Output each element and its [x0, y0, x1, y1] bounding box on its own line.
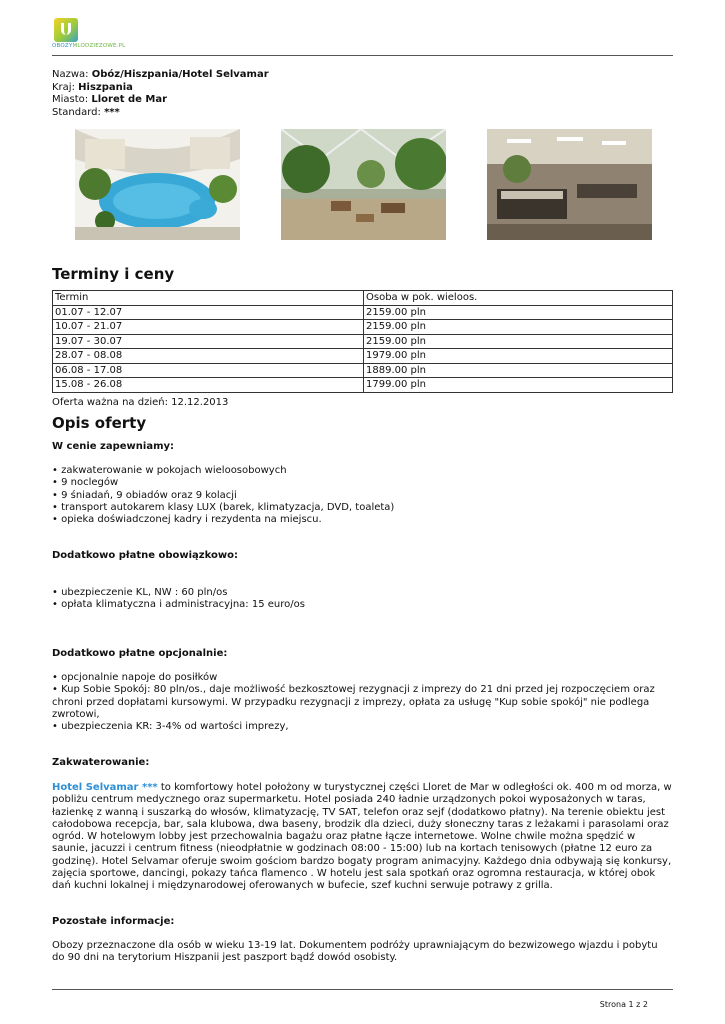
offer-title: Opis oferty — [52, 414, 147, 432]
table-row — [53, 334, 673, 349]
offer-valid-note: Oferta ważna na dzień: 12.12.2013 — [52, 397, 229, 408]
table-header-row — [53, 291, 673, 306]
offer-info — [52, 69, 269, 119]
term-price: 2159.00 pln — [364, 334, 673, 349]
accommodation-description: to komfortowy hotel położony w turystycznej części Lloret de Mar w odległości ok. 400 m od morza, w pobliżu centrum medycznego oraz supermarketu. Hotel posiada 240 ładnie urządzonych pokoi wyposażonych w taras, łazienkę z wanną i suszarką do włosów, klimatyzację, TV SAT, telefon oraz sejf (dodatkowo płatny). Na terenie obiektu jest całodobowa recepcja, bar, sala klubowa, dwa baseny, brodzik dla dzieci, duży słoneczny taras z leżakami i parasolami oraz ogród. W hotelowym lobby jest przechowalnia bagażu oraz płatne łącze internetowe. Wolne chwile można spędzić w saunie, jacuzzi i centrum fitness (nieodpłatnie w godzinach 08:00 - 15:00) lub na kortach tenisowych (płatne 12 euro za godzinę). Hotel Selvamar oferuje swoim gościom bardzo bogaty program animacyjny. Każdego dnia odbywają się konkursy, zajęcia sportowe, dancingi, pokazy tańca flamenco . W hotelu jest sala spotkań oraz ogromna restauracja, w której obok dań kuchni lokalnej i międzynarodowej oferowanych w bufecie, szef kuchni serwuje potrawy z grilla. — [52, 782, 672, 892]
list-item: • ubezpieczenia KR: 3-4% od wartości imprezy, — [52, 721, 289, 733]
term-date: 19.07 - 30.07 — [53, 334, 364, 349]
list-item: • 9 śniadań, 9 obiadów oraz 9 kolacji — [52, 489, 237, 501]
table-header-cell: Termin — [53, 291, 364, 306]
list-item: • opieka doświadczonej kadry i rezydenta na miejscu. — [52, 514, 322, 526]
optional-list — [52, 672, 673, 733]
table-row — [53, 378, 673, 393]
term-date: 01.07 - 12.07 — [53, 305, 364, 320]
term-price: 1799.00 pln — [364, 378, 673, 393]
mandatory-header: Dodatkowo płatne obowiązkowo: — [52, 550, 238, 561]
terms-title: Terminy i ceny — [52, 265, 175, 283]
info-name: Nazwa: Obóz/Hiszpania/Hotel Selvamar — [52, 69, 269, 80]
term-price: 2159.00 pln — [364, 320, 673, 335]
term-date: 06.08 - 17.08 — [53, 363, 364, 378]
info-standard: Standard: *** — [52, 106, 120, 118]
term-price: 1889.00 pln — [364, 363, 673, 378]
list-item: • ubezpieczenie KL, NW : 60 pln/os — [52, 587, 228, 598]
accommodation-text — [52, 782, 673, 893]
table-row — [53, 305, 673, 320]
page-number: Strona 1 z 2 — [599, 1000, 648, 1009]
header-divider — [52, 55, 673, 56]
site-logo — [52, 18, 142, 50]
term-date: 15.08 - 26.08 — [53, 378, 364, 393]
hotel-pool-photo — [75, 129, 240, 240]
list-item: • opłata klimatyczna i administracyjna: 15 euro/os — [52, 599, 305, 611]
term-price: 1979.00 pln — [364, 349, 673, 364]
list-item: • opcjonalnie napoje do posiłków — [52, 672, 218, 683]
term-date: 10.07 - 21.07 — [53, 320, 364, 335]
accommodation-header: Zakwaterowanie: — [52, 757, 150, 768]
other-info-text: Obozy przeznaczone dla osób w wieku 13-19 lat. Dokumentem podróży uprawniającym do bezwizowego wjazdu i pobytu do 90 dni na terytorium Hiszpanii jest paszport bądź dowód osobisty. — [52, 940, 658, 964]
mandatory-list — [52, 587, 673, 612]
hotel-garden-terrace-photo — [281, 129, 446, 240]
optional-header: Dodatkowo płatne opcjonalnie: — [52, 648, 228, 659]
hotel-name: Hotel Selvamar *** — [52, 782, 158, 793]
list-item: • 9 noclegów — [52, 477, 119, 489]
term-price: 2159.00 pln — [364, 305, 673, 320]
term-date: 28.07 - 08.08 — [53, 349, 364, 364]
table-row — [53, 363, 673, 378]
list-item: • Kup Sobie Spokój: 80 pln/os., daje możliwość bezkosztowej rezygnacji z imprezy do 21 dni przed jej rozpoczęciem oraz chroni przed dopłatami kursowymi. W przypadku rezygnacji z imprezy, opłata za usługę "Kup sobie spokój" nie podlega zwrotowi, — [52, 684, 655, 720]
other-info-header: Pozostałe informacje: — [52, 916, 175, 927]
hotel-buffet-restaurant-photo — [487, 129, 652, 240]
list-item: • transport autokarem klasy LUX (barek, klimatyzacja, DVD, toaleta) — [52, 501, 395, 513]
included-list — [52, 465, 673, 526]
list-item: • zakwaterowanie w pokojach wieloosobowych — [52, 465, 287, 476]
terms-table — [52, 290, 673, 393]
logo-mark-icon — [54, 18, 78, 42]
table-row — [53, 349, 673, 364]
info-city: Miasto: Lloret de Mar — [52, 94, 168, 105]
info-country: Kraj: Hiszpania — [52, 81, 133, 93]
table-row — [53, 320, 673, 335]
footer-divider — [52, 989, 673, 990]
included-header: W cenie zapewniamy: — [52, 441, 175, 452]
table-header-cell: Osoba w pok. wieloos. — [364, 291, 673, 306]
logo-text: OBOZYMLODZIEZOWE.PL — [52, 43, 126, 49]
